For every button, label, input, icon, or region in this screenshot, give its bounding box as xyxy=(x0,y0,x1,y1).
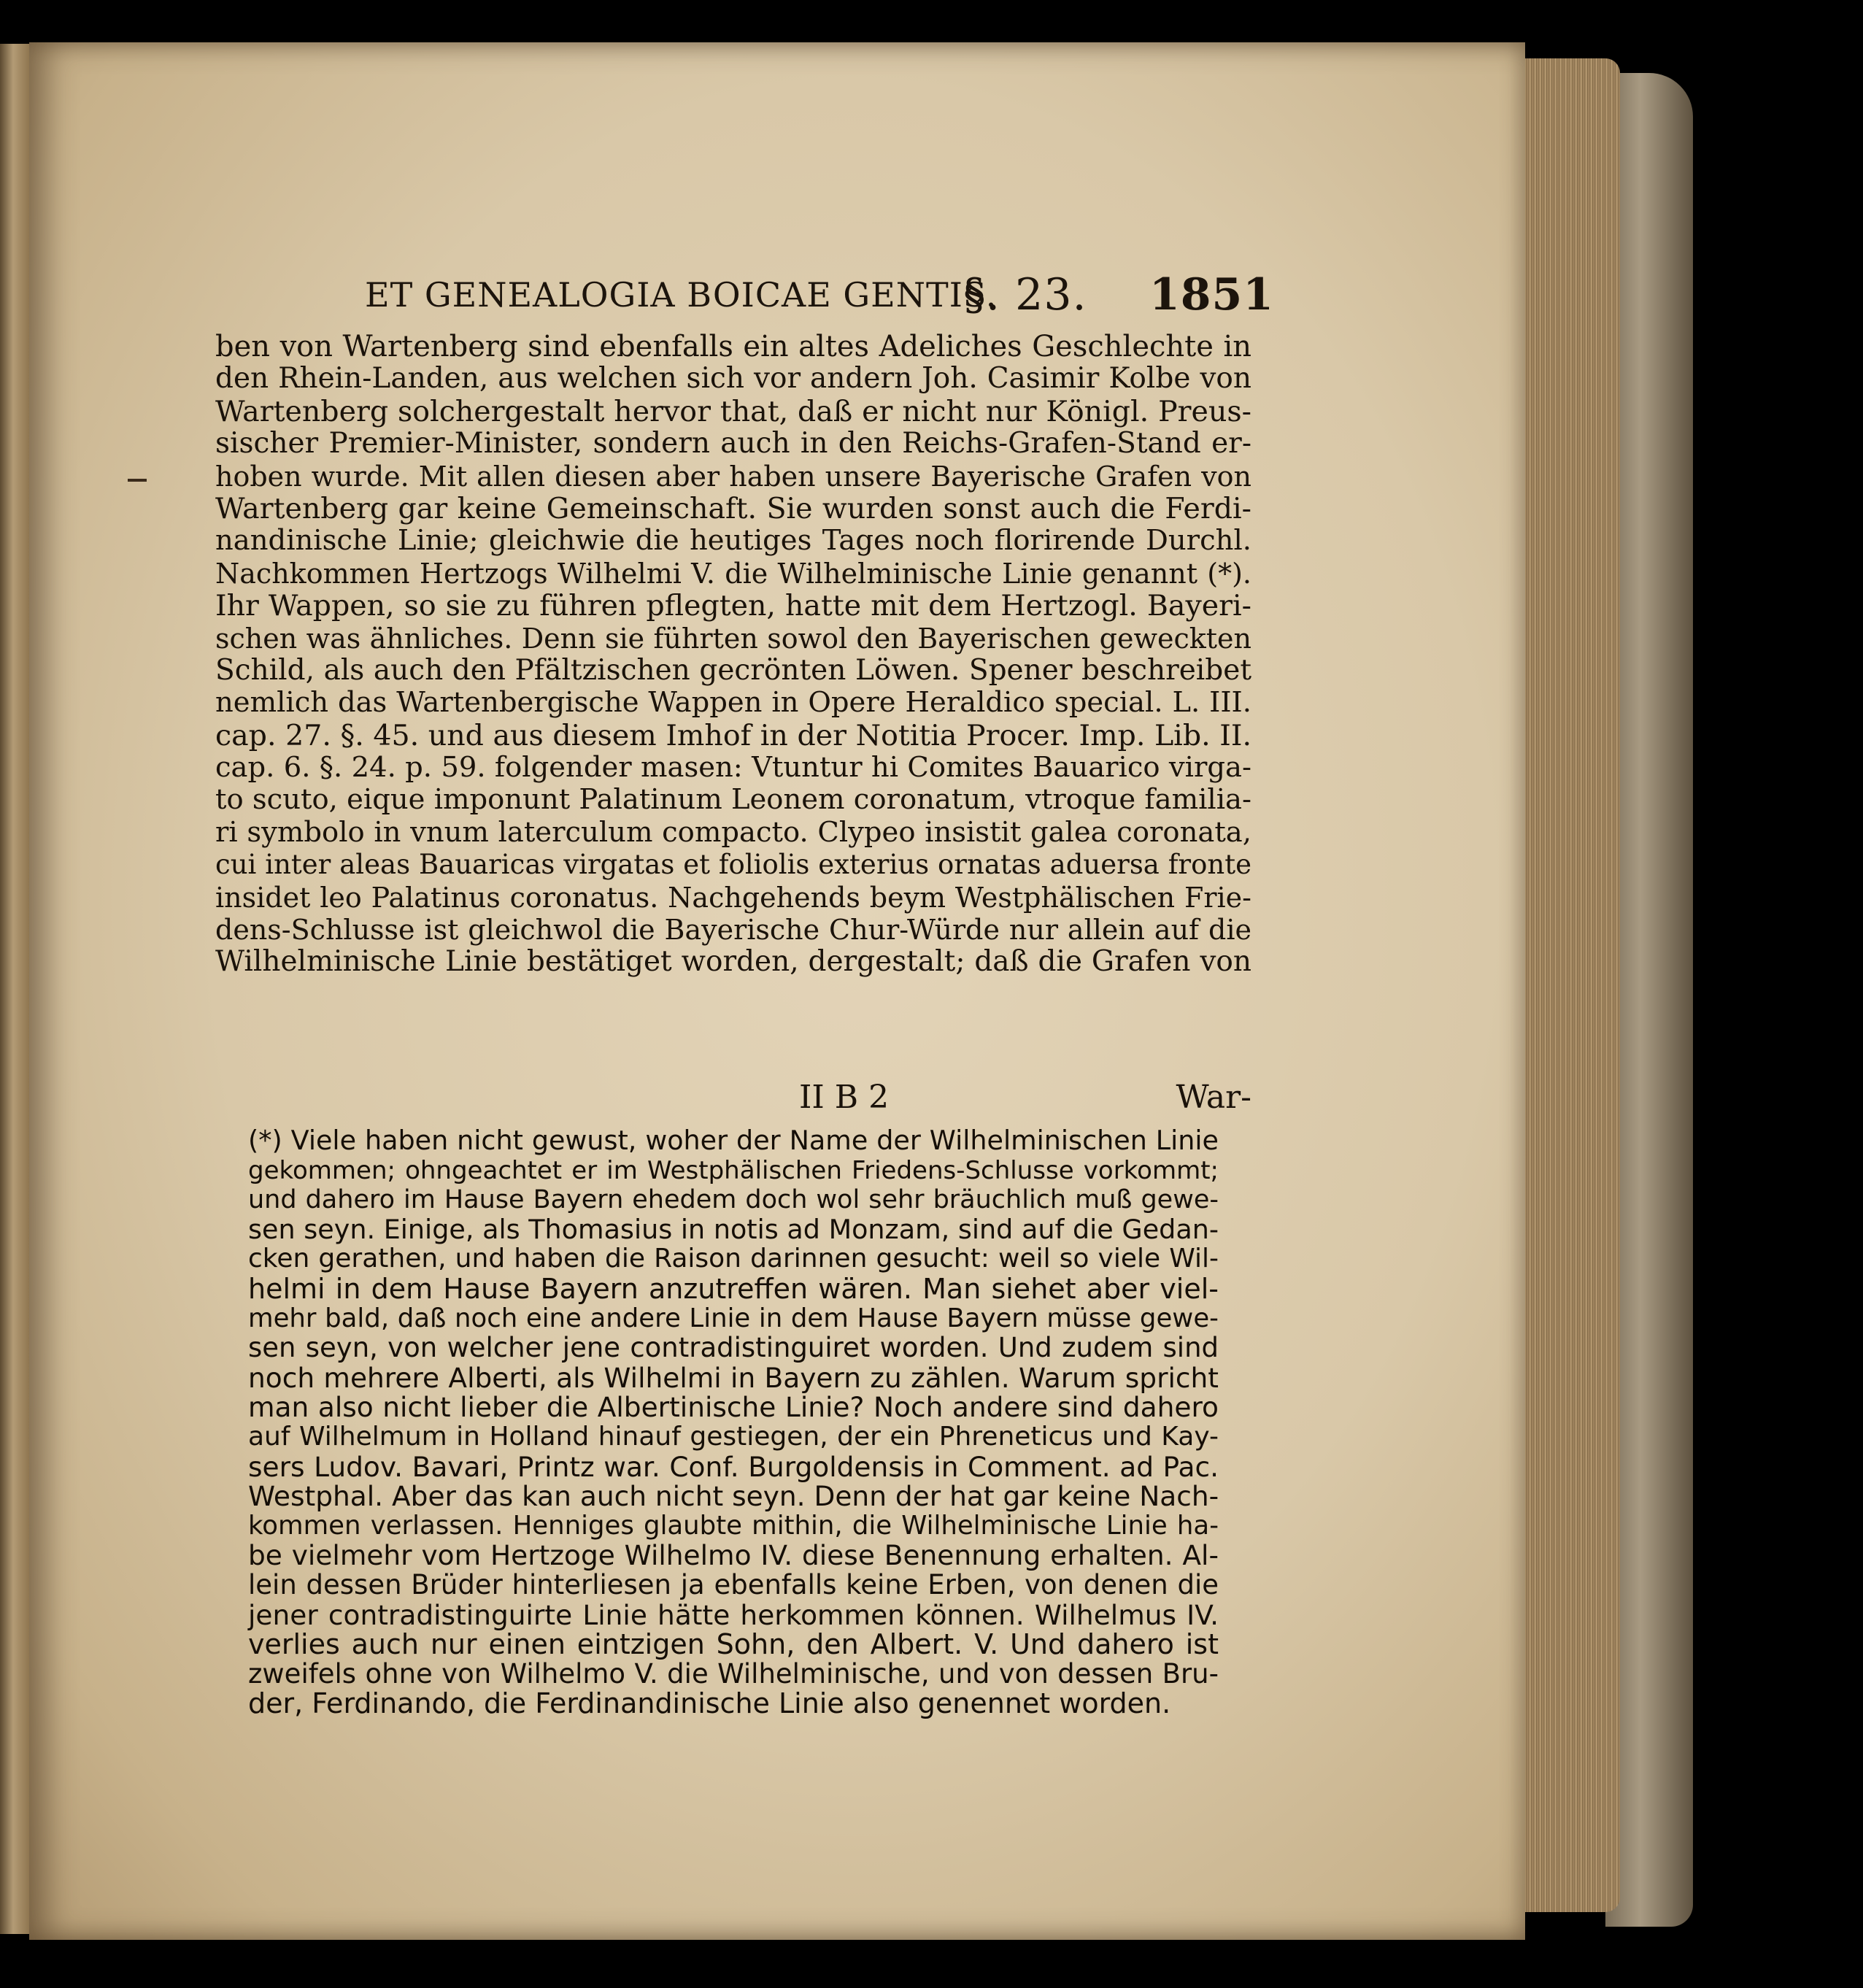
body-line: cap. 27. §. 45. und aus diesem Imhof in der Notitia Procer. Imp. Lib. II. xyxy=(215,718,1251,752)
footnote-marker: (*) xyxy=(248,1125,282,1156)
footnote-line: gekommen; ohngeachtet er im Westphälischen Friedens-Schlusse vorkommt; xyxy=(248,1155,1219,1185)
footnote-line: mehr bald, daß noch eine andere Linie in dem Hause Bayern müsse gewe- xyxy=(248,1303,1219,1333)
body-line: ri symbolo in vnum laterculum compacto. Clypeo insistit galea coronata, xyxy=(215,815,1251,849)
facing-page-edge xyxy=(0,44,31,1934)
page-header xyxy=(365,265,1274,323)
body-line: Nachkommen Hertzogs Wilhelmi V. die Wilhelminische Linie genannt (*). xyxy=(215,557,1251,590)
footnote-line: und dahero im Hause Bayern ehedem doch wol sehr bräuchlich muß gewe- xyxy=(248,1185,1219,1215)
footnote-line: sers Ludov. Bavari, Printz war. Conf. Burgoldensis in Comment. ad Pac. xyxy=(248,1450,1219,1483)
body-line: Wartenberg solchergestalt hervor that, daß er nicht nur Königl. Preus- xyxy=(215,394,1251,428)
body-line: Ihr Wappen, so sie zu führen pflegten, hatte mit dem Hertzogl. Bayeri- xyxy=(215,589,1251,623)
footnote-line: jener contradistinguirte Linie hätte herkommen können. Wilhelmus IV. xyxy=(248,1598,1219,1631)
footnote-line: noch mehrere Alberti, als Wilhelmi in Bayern zu zählen. Warum spricht xyxy=(248,1361,1219,1394)
signature-catchline xyxy=(215,1079,1251,1115)
body-line: Wartenberg gar keine Gemeinschaft. Sie wurden sonst auch die Ferdi- xyxy=(215,491,1251,525)
footnote-line: man also nicht lieber die Albertinische Linie? Noch andere sind dahero xyxy=(248,1391,1219,1424)
footnote-line: helmi in dem Hause Bayern anzutreffen wären. Man siehet aber viel- xyxy=(248,1272,1219,1305)
body-line: hoben wurde. Mit allen diesen aber haben unsere Bayerische Grafen von xyxy=(215,460,1251,493)
body-line: cap. 6. §. 24. p. 59. folgender masen: Vtuntur hi Comites Bauarico virga- xyxy=(215,751,1251,785)
body-line: insidet leo Palatinus coronatus. Nachgehends beym Westphälischen Frie- xyxy=(215,881,1251,914)
page-number: 1851 xyxy=(1149,269,1274,320)
margin-mark xyxy=(128,479,147,482)
body-line: Schild, als auch den Pfältzischen gecrönten Löwen. Spener beschreibet xyxy=(215,653,1251,687)
footnote-line: zweifels ohne von Wilhelmo V. die Wilhelminische, und von dessen Bru- xyxy=(248,1657,1219,1690)
body-line: schen was ähnliches. Denn sie führten sowol den Bayerischen geweckten xyxy=(215,622,1251,655)
footnote-line: sen seyn. Einige, als Thomasius in notis ad Monzam, sind auf die Gedan- xyxy=(248,1213,1219,1245)
book-page xyxy=(29,42,1525,1940)
body-line: ben von Wartenberg sind ebenfalls ein altes Adeliches Geschlechte in xyxy=(215,330,1251,363)
section-number: §. 23. xyxy=(963,269,1087,320)
footnote-line: auf Wilhelmum in Holland hinauf gestiegen, der ein Phreneticus und Kay- xyxy=(248,1421,1219,1452)
footnote-line: verlies auch nur einen eintzigen Sohn, den Albert. V. Und dahero ist xyxy=(248,1628,1219,1661)
body-line: nemlich das Wartenbergische Wappen in Opere Heraldico special. L. III. xyxy=(215,686,1251,720)
footnote-line: lein dessen Brüder hinterliesen ja ebenfalls keine Erben, von denen die xyxy=(248,1568,1219,1600)
body-line: Wilhelminische Linie bestätiget worden, dergestalt; daß die Grafen von xyxy=(215,945,1251,979)
catchword: War- xyxy=(1176,1079,1251,1116)
printer-signature-mark: II B 2 xyxy=(799,1079,890,1116)
body-line: den Rhein-Landen, aus welchen sich vor andern Joh. Casimir Kolbe von xyxy=(215,362,1251,396)
main-text-block xyxy=(215,331,1251,979)
footnote-line: kommen verlassen. Henniges glaubte mithin, die Wilhelminische Linie ha- xyxy=(248,1510,1219,1541)
body-line: dens-Schlusse ist gleichwol die Bayerische Chur-Würde nur allein auf die xyxy=(215,914,1251,947)
footnote-line-first xyxy=(248,1126,1219,1156)
body-line: nandinische Linie; gleichwie die heutiges Tages noch florirende Durchl. xyxy=(215,524,1251,558)
footnote-line: Westphal. Aber das kan auch nicht seyn. Denn der hat gar keine Nach- xyxy=(248,1480,1219,1513)
body-line: cui inter aleas Bauaricas virgatas et foliolis exterius ornatas aduersa fronte xyxy=(215,849,1251,881)
running-title: ET GENEALOGIA BOICAE GENTIS. xyxy=(365,275,998,315)
footnote-line: sen seyn, von welcher jene contradistinguiret worden. Und zudem sind xyxy=(248,1332,1219,1364)
footnote-line: be vielmehr vom Hertzoge Wilhelmo IV. diese Benennung erhalten. Al- xyxy=(248,1539,1219,1572)
footnote-line: cken gerathen, und haben die Raison darinnen gesucht: weil so viele Wil- xyxy=(248,1244,1219,1274)
footnote-block xyxy=(248,1126,1219,1719)
footnote-line: der, Ferdinando, die Ferdinandinische Linie also genennet worden. xyxy=(248,1687,1171,1720)
footnote-line-text: Viele haben nicht gewust, woher der Name der Wilhelminischen Linie xyxy=(290,1125,1219,1156)
body-line: to scuto, eique imponunt Palatinum Leonem coronatum, vtroque familia- xyxy=(215,783,1252,817)
body-line: sischer Premier-Minister, sondern auch in den Reichs-Grafen-Stand er- xyxy=(215,427,1251,461)
